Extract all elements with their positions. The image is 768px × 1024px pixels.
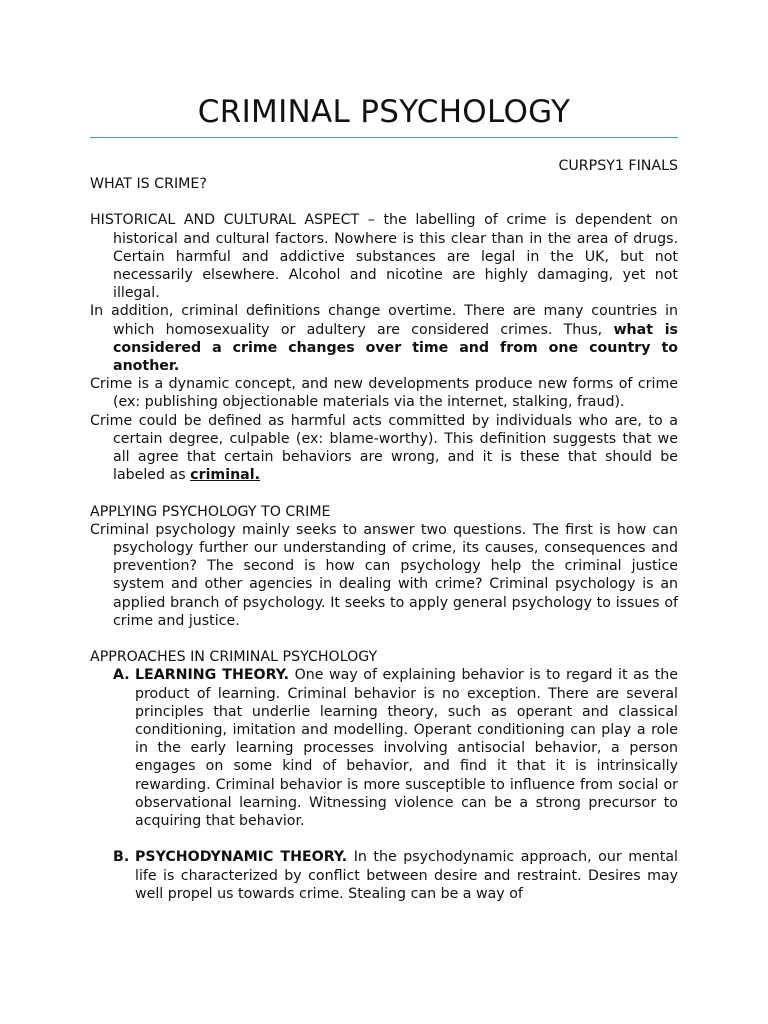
spacer xyxy=(90,193,678,211)
paragraph-definitions-change xyxy=(90,302,678,375)
title-divider xyxy=(90,137,678,138)
paragraph-dynamic-concept: Crime is a dynamic concept, and new developments produce new forms of crime (ex: publishing objectionable materials via the internet, stalking, fraud). xyxy=(90,376,678,411)
paragraph-text: Crime could be defined as harmful acts committed by individuals who are, to a certain degree, culpable (ex: blame-worthy). This definition suggests that we all agree that certain behaviors are wrong, and it is these that should be labeled as xyxy=(90,412,678,484)
section-heading-what-is-crime: WHAT IS CRIME? xyxy=(90,176,207,192)
list-item-text: One way of explaining behavior is to regard it as the product of learning. Criminal behavior is no exception. There are several principles that underlie learning theory, such as operant and classical conditioning, imitation and modelling. Operant conditioning can play a role in the early learning processes involving antisocial behavior, a person engages on some kind of behavior, and find it that it is intrinsically rewarding. Criminal behavior is more susceptible to influence from social or observational learning. Witnessing violence can be a strong precursor to acquiring that behavior. xyxy=(135,667,679,830)
list-item-psychodynamic-theory xyxy=(90,848,678,903)
emphasis-text: what is considered a crime changes over time and from one country to another. xyxy=(113,321,679,375)
section-heading-approaches: APPROACHES IN CRIMINAL PSYCHOLOGY xyxy=(90,649,378,666)
spacer xyxy=(90,484,678,502)
list-item-marker: A. xyxy=(113,667,130,684)
emphasis-underlined-text: criminal. xyxy=(190,467,260,484)
list-item-text: In the psychodynamic approach, our mental life is characterized by conflict between desire and restraint. Desires may well propel us towards crime. Stealing can be a way of xyxy=(135,849,678,902)
paragraph-text: In addition, criminal definitions change overtime. There are many countries in which homosexuality or adultery are considered crimes. Thus, xyxy=(90,303,678,338)
list-item-term: PSYCHODYNAMIC THEORY. xyxy=(135,849,348,866)
list-item-learning-theory xyxy=(90,666,678,830)
paragraph-historical-cultural: HISTORICAL AND CULTURAL ASPECT – the labelling of crime is dependent on historical and cultural factors. Nowhere is this clear than in the area of drugs. Certain harmful and addictive substances are legal in the UK, but not necessarily elsewhere. Alcohol and nicotine are highly damaging, yet not illegal. xyxy=(90,212,678,302)
list-item-term: LEARNING THEORY. xyxy=(135,667,290,684)
spacer xyxy=(90,830,678,848)
course-label: CURPSY1 FINALS xyxy=(558,158,678,174)
section-heading-applying-psychology: APPLYING PSYCHOLOGY TO CRIME xyxy=(90,503,331,520)
spacer xyxy=(90,630,678,648)
page-title: CRIMINAL PSYCHOLOGY xyxy=(197,94,571,130)
document-body xyxy=(90,175,678,903)
list-item-marker: B. xyxy=(113,849,130,866)
paragraph-crime-definition xyxy=(90,412,678,485)
paragraph-applying-psychology: Criminal psychology mainly seeks to answer two questions. The first is how can psychology further our understanding of crime, its causes, consequences and prevention? The second is how can psychology help the criminal justice system and other agencies in dealing with crime? Criminal psychology is an applied branch of psychology. It seeks to apply general psychology to issues of crime and justice. xyxy=(90,521,678,629)
